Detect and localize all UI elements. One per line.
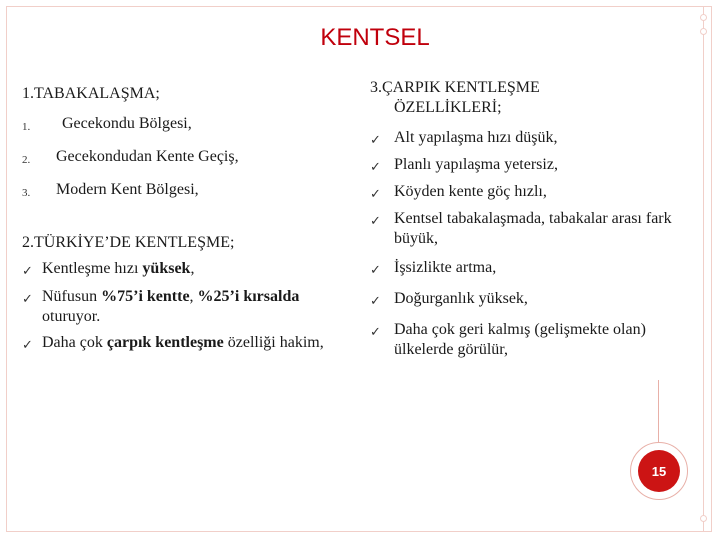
decorative-dot xyxy=(700,515,707,522)
check-icon: ✓ xyxy=(22,263,33,278)
list-item xyxy=(370,182,700,204)
list-number: 2. xyxy=(22,154,31,166)
list-text: Alt yapılaşma hızı düşük, xyxy=(394,129,558,146)
list-text: İşsizlikte artma, xyxy=(394,259,497,276)
check-icon: ✓ xyxy=(370,186,381,201)
list-item xyxy=(370,320,700,360)
check-icon: ✓ xyxy=(370,293,381,308)
list-item xyxy=(22,333,352,355)
slide-title: KENTSEL xyxy=(320,24,430,51)
left-column xyxy=(22,84,352,355)
decorative-line xyxy=(703,6,704,532)
list-text: Planlı yapılaşma yetersiz, xyxy=(394,156,558,173)
list-number: 3. xyxy=(22,187,31,199)
section3-heading: 3.ÇARPIK KENTLEŞME xyxy=(370,79,540,96)
list-text: Gecekondu Bölgesi, xyxy=(62,115,192,132)
list-text: Kentsel tabakalaşmada, tabakalar arası fark büyük, xyxy=(394,210,672,247)
section1-heading: 1.TABAKALAŞMA; xyxy=(22,85,160,102)
list-item xyxy=(370,209,700,249)
right-column xyxy=(370,78,700,360)
list-item xyxy=(22,114,352,137)
list-item xyxy=(22,180,352,203)
section2-heading: 2.TÜRKİYE’DE KENTLEŞME; xyxy=(22,234,235,251)
list-item xyxy=(22,259,352,281)
list-item xyxy=(370,258,700,280)
list-item xyxy=(370,289,700,311)
list-text: Modern Kent Bölgesi, xyxy=(56,181,199,198)
section3-heading-line2: ÖZELLİKLERİ; xyxy=(394,99,502,116)
list-text: Daha çok çarpık kentleşme özelliği hakim, xyxy=(42,334,324,351)
check-icon: ✓ xyxy=(370,159,381,174)
check-icon: ✓ xyxy=(370,324,381,339)
check-icon: ✓ xyxy=(370,262,381,277)
page-number-connector xyxy=(658,380,659,442)
decorative-dot xyxy=(700,14,707,21)
list-item xyxy=(370,155,700,177)
list-text: Köyden kente göç hızlı, xyxy=(394,183,547,200)
list-text: Nüfusun %75’i kentte, %25’i kırsalda oturuyor. xyxy=(42,288,300,325)
check-icon: ✓ xyxy=(370,213,381,228)
check-icon: ✓ xyxy=(22,337,33,352)
page-number-badge: 15 xyxy=(638,450,680,492)
list-text: Kentleşme hızı yüksek, xyxy=(42,260,195,277)
list-number: 1. xyxy=(22,121,31,133)
list-text: Gecekondudan Kente Geçiş, xyxy=(56,148,239,165)
list-item xyxy=(22,287,352,327)
check-icon: ✓ xyxy=(370,132,381,147)
list-text: Doğurganlık yüksek, xyxy=(394,290,528,307)
check-icon: ✓ xyxy=(22,291,33,306)
list-item xyxy=(370,128,700,150)
list-text: Daha çok geri kalmış (gelişmekte olan) ülkelerde görülür, xyxy=(394,321,646,358)
list-item xyxy=(22,147,352,170)
